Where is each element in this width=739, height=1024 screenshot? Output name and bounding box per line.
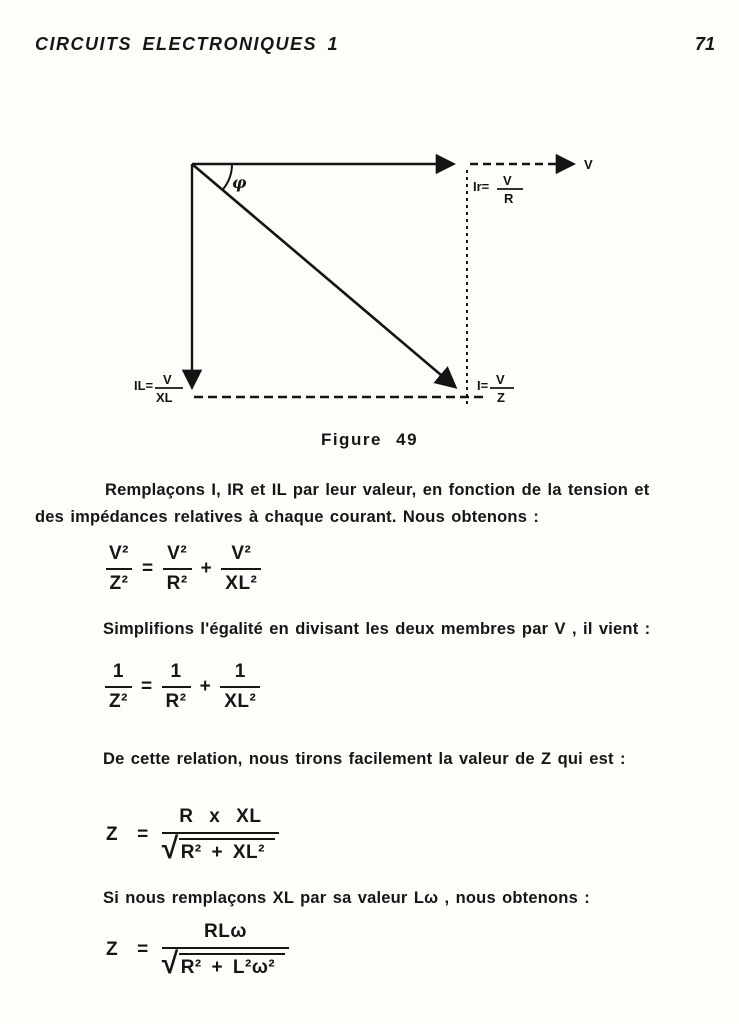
fraction-with-radical: R x XL √ R² + XL² (162, 806, 279, 864)
plus-sign: + (199, 676, 212, 697)
svg-text:Z: Z (497, 390, 505, 405)
svg-text:V: V (163, 372, 172, 387)
formula-impedance-z (106, 806, 279, 864)
paragraph-simplify: Simplifions l'égalité en divisant les deux membres par V , il vient : (103, 620, 651, 638)
radical-sign: √ (161, 832, 179, 865)
phase-angle-label: φ (232, 173, 247, 192)
paragraph-substitute: Si nous remplaçons XL par sa valeur Lω , nous obtenons : (103, 889, 590, 907)
page-number: 71 (694, 34, 715, 54)
i-vector-line (192, 164, 454, 386)
fraction: $\frac{\text{V²}}{\text{Z²}}$ (105, 543, 133, 595)
v-vector-label: V (584, 157, 593, 172)
formula-impedance-z-omega (106, 921, 289, 979)
plus-sign: + (200, 558, 213, 579)
equals-sign: = (140, 676, 153, 697)
fraction: $\frac{\text{V²}}{\text{R²}}$ (163, 543, 192, 595)
svg-text:V: V (503, 173, 512, 188)
svg-text:I=: I= (477, 378, 489, 393)
equals-sign: = (137, 939, 149, 960)
fraction-with-radical: RLω √ R² + L²ω² (162, 921, 289, 979)
equals-sign: = (142, 558, 154, 579)
figure-caption: Figure 49 (320, 430, 419, 449)
svg-text:XL: XL (156, 390, 173, 405)
formula-lhs: Z (106, 939, 119, 960)
formula-reciprocal-impedance (103, 661, 262, 713)
equals-sign: = (137, 824, 149, 845)
phasor-diagram-figure (0, 140, 739, 430)
paragraph-line: des impédances relatives à chaque courant. Nous obtenons : (35, 508, 540, 526)
i-fraction-label (477, 372, 514, 405)
phase-angle-arc (223, 164, 233, 190)
paragraph-line: Remplaçons I, IR et IL par leur valeur, en fonction de la tension et (105, 481, 650, 499)
fraction: $\frac{1}{\text{R²}}$ (162, 661, 191, 713)
svg-text:Ir=: Ir= (473, 179, 490, 194)
fraction: $\frac{\text{V²}}{\text{XL²}}$ (221, 543, 261, 595)
formula-voltage-squared (103, 543, 263, 595)
paragraph-relation: De cette relation, nous tirons facilement la valeur de Z qui est : (103, 750, 626, 768)
il-fraction-label (134, 372, 183, 405)
fraction: $\frac{1}{\text{Z²}}$ (105, 661, 132, 713)
radical-sign: √ (161, 947, 179, 980)
svg-text:V: V (496, 372, 505, 387)
page-title: CIRCUITS ELECTRONIQUES 1 (35, 34, 340, 54)
formula-lhs: Z (106, 824, 119, 845)
svg-text:R: R (504, 191, 514, 206)
svg-text:IL=: IL= (134, 378, 154, 393)
paragraph-intro (35, 477, 713, 531)
fraction: $\frac{1}{\text{XL²}}$ (220, 661, 260, 713)
ir-fraction-label (473, 173, 523, 206)
